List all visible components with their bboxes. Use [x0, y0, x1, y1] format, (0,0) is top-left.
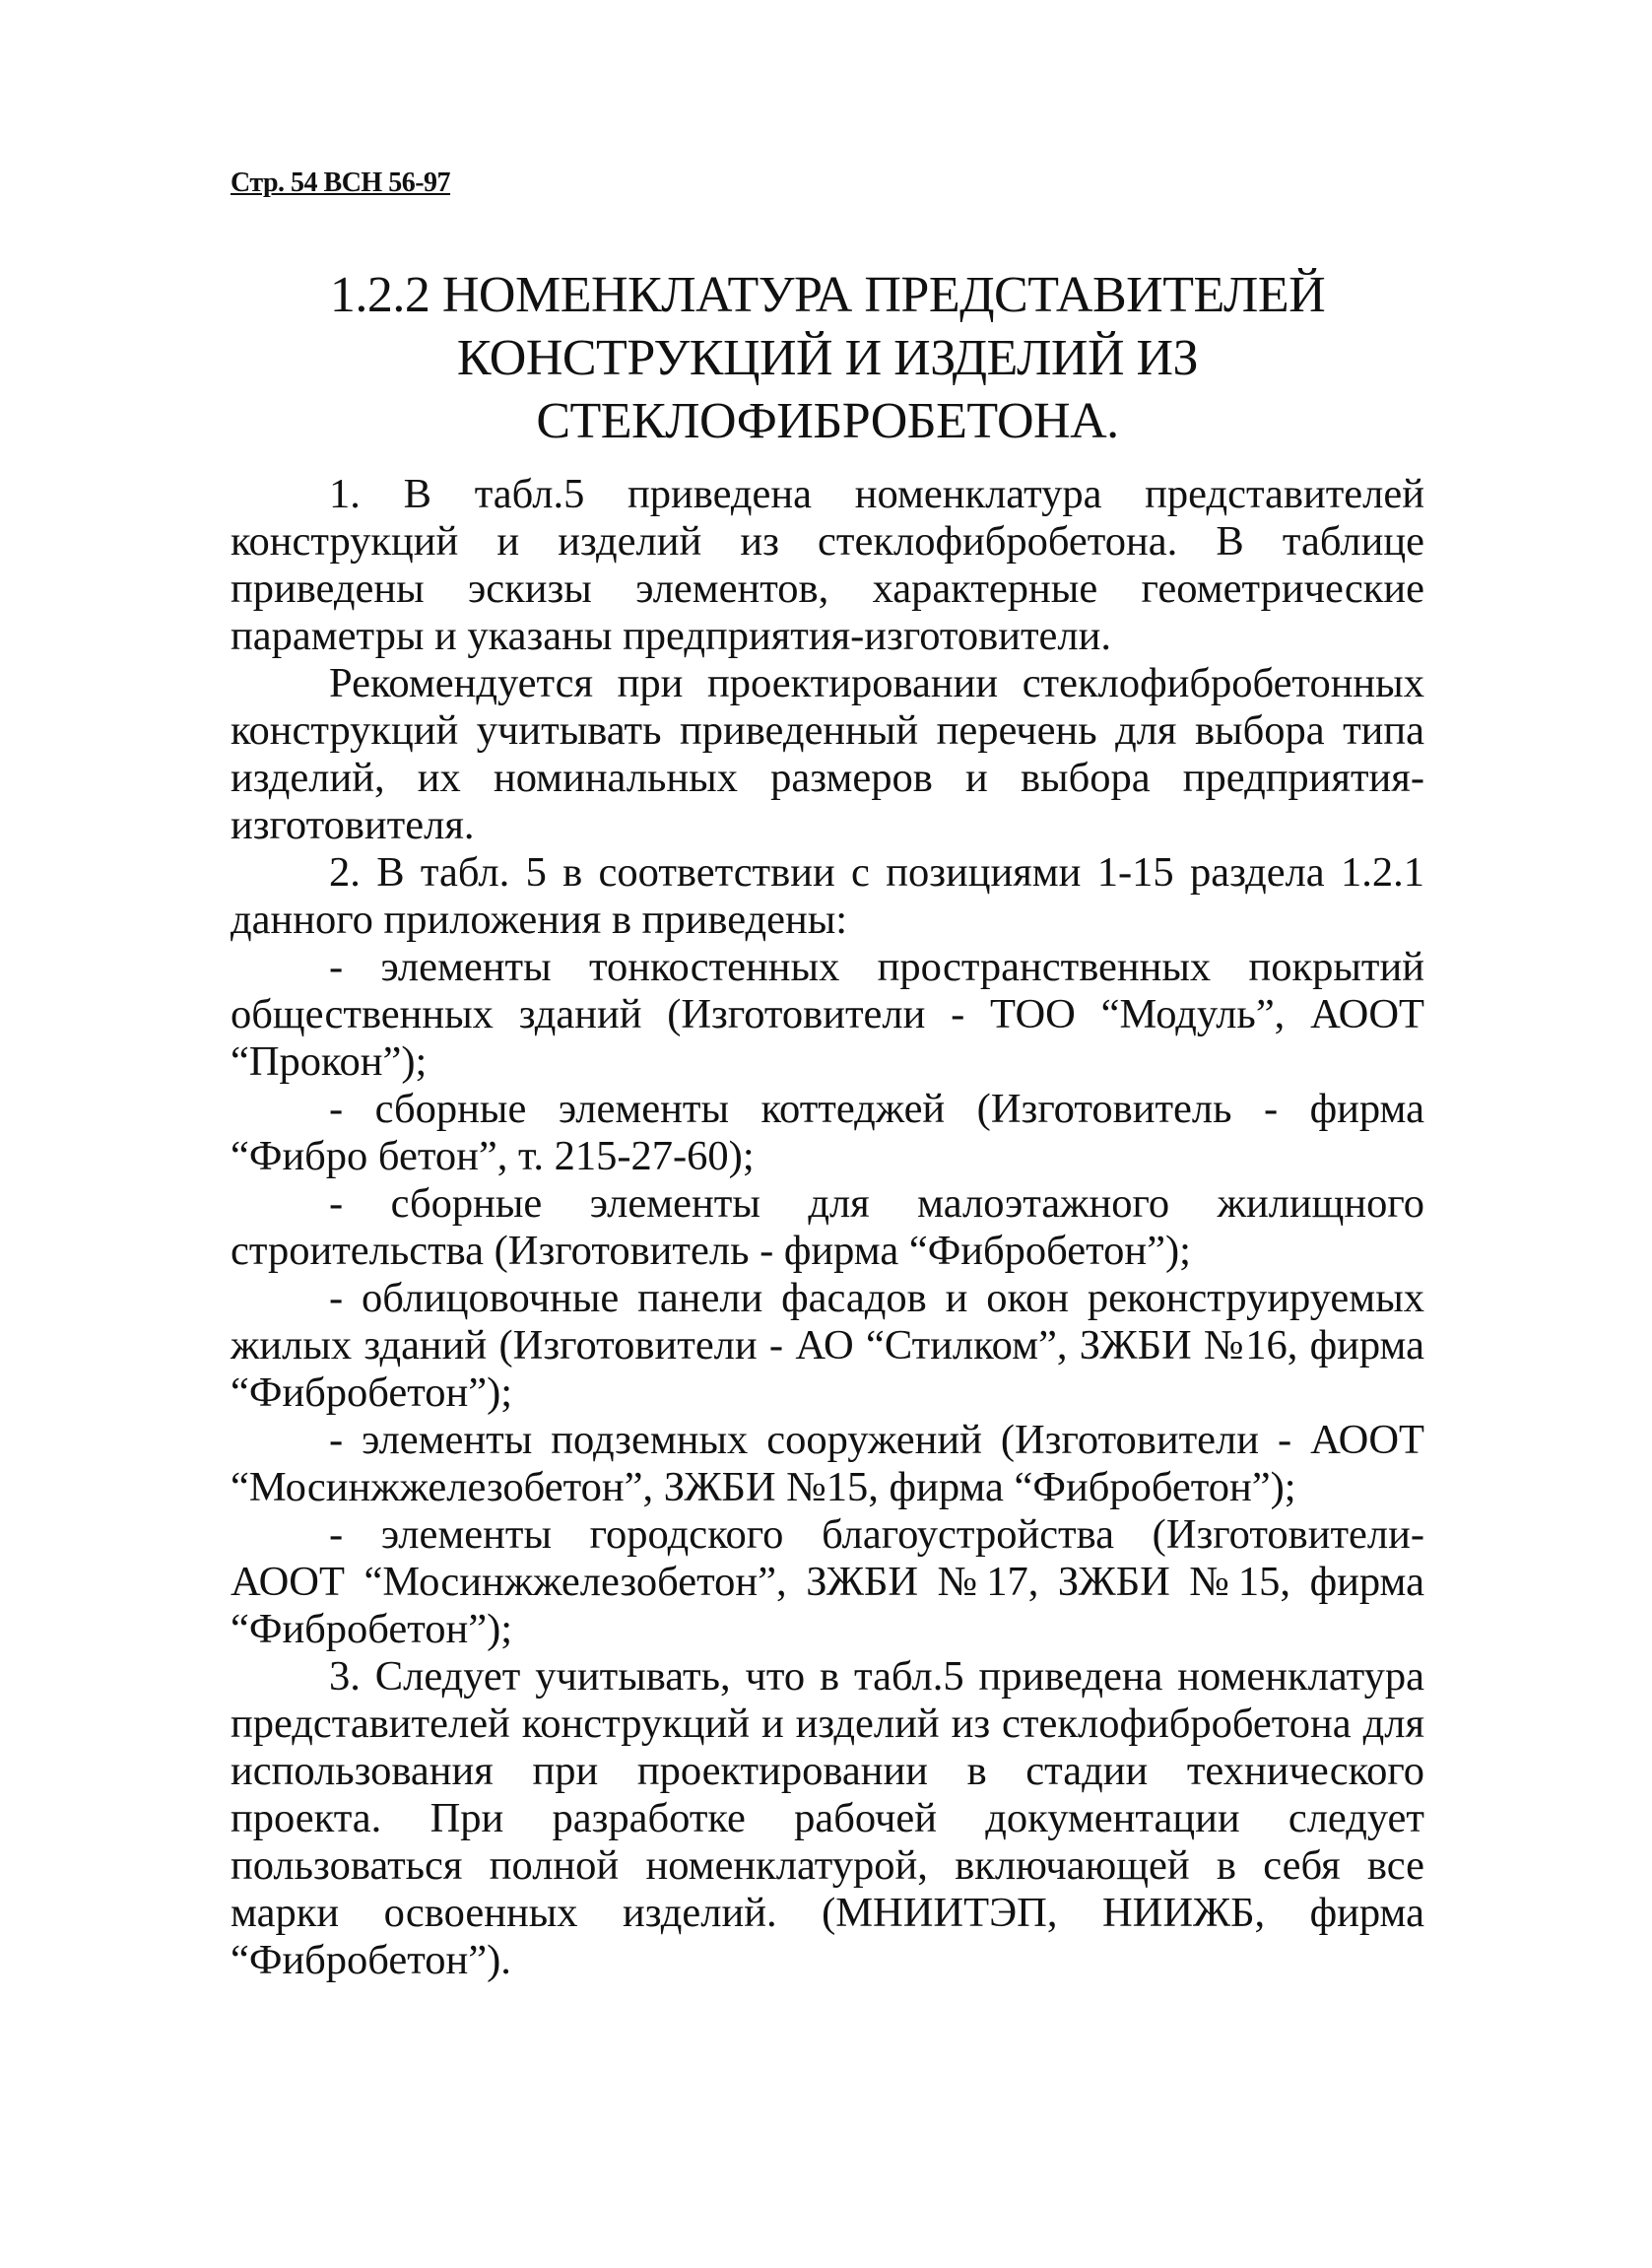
- paragraph-3: 2. В табл. 5 в соответствии с позициями 1-15 раздела 1.2.1 данного приложения в приведены:: [231, 849, 1424, 943]
- page-header: Стр. 54 ВСН 56-97: [231, 167, 451, 198]
- list-item-3: - сборные элементы для малоэтажного жилищного строительства (Изготовитель - фирма “Фибробетон”);: [231, 1180, 1424, 1274]
- section-title: [231, 264, 1424, 453]
- paragraph-4: 3. Следует учитывать, что в табл.5 приведена номенклатура представителей конструкций и изделий из стеклофибробетона для использования при проектировании в стадии технического проекта. При разработке рабочей документации следует пользоваться полной номенклатурой, включающей в себя все марки освоенных изделий. (МНИИТЭП, НИИЖБ, фирма “Фибробетон”).: [231, 1653, 1424, 1983]
- list-item-5: - элементы подземных сооружений (Изготовители - АООТ “Мосинжжелезобетон”, ЗЖБИ №15, фирма “Фибробетон”);: [231, 1417, 1424, 1510]
- section-title-line-2: КОНСТРУКЦИЙ И ИЗДЕЛИЙ ИЗ: [456, 330, 1199, 386]
- list-item-4: - облицовочные панели фасадов и окон реконструируемых жилых зданий (Изготовители - АО “Стилком”, ЗЖБИ №16, фирма “Фибробетон”);: [231, 1275, 1424, 1416]
- paragraph-2: Рекомендуется при проектировании стеклофибробетонных конструкций учитывать приведенный перечень для выбора типа изделий, их номинальных размеров и выбора предприятия-изготовителя.: [231, 660, 1424, 848]
- section-title-line-1: 1.2.2 НОМЕНКЛАТУРА ПРЕДСТАВИТЕЛЕЙ: [329, 267, 1326, 323]
- paragraph-1: 1. В табл.5 приведена номенклатура представителей конструкций и изделий из стеклофибробетона. В таблице приведены эскизы элементов, характерные геометрические параметры и указаны предприятия-изготовители.: [231, 471, 1424, 659]
- section-title-line-3: СТЕКЛОФИБРОБЕТОНА.: [536, 393, 1119, 449]
- body-text: [231, 471, 1424, 1984]
- list-item-1: - элементы тонкостенных пространственных покрытий общественных зданий (Изготовители - ТОО “Модуль”, АООТ “Прокон”);: [231, 944, 1424, 1085]
- list-item-6: - элементы городского благоустройства (Изготовители- АООТ “Мосинжжелезобетон”, ЗЖБИ №17, ЗЖБИ №15, фирма “Фибробетон”);: [231, 1511, 1424, 1652]
- list-item-2: - сборные элементы коттеджей (Изготовитель - фирма “Фибро бетон”, т. 215-27-60);: [231, 1086, 1424, 1179]
